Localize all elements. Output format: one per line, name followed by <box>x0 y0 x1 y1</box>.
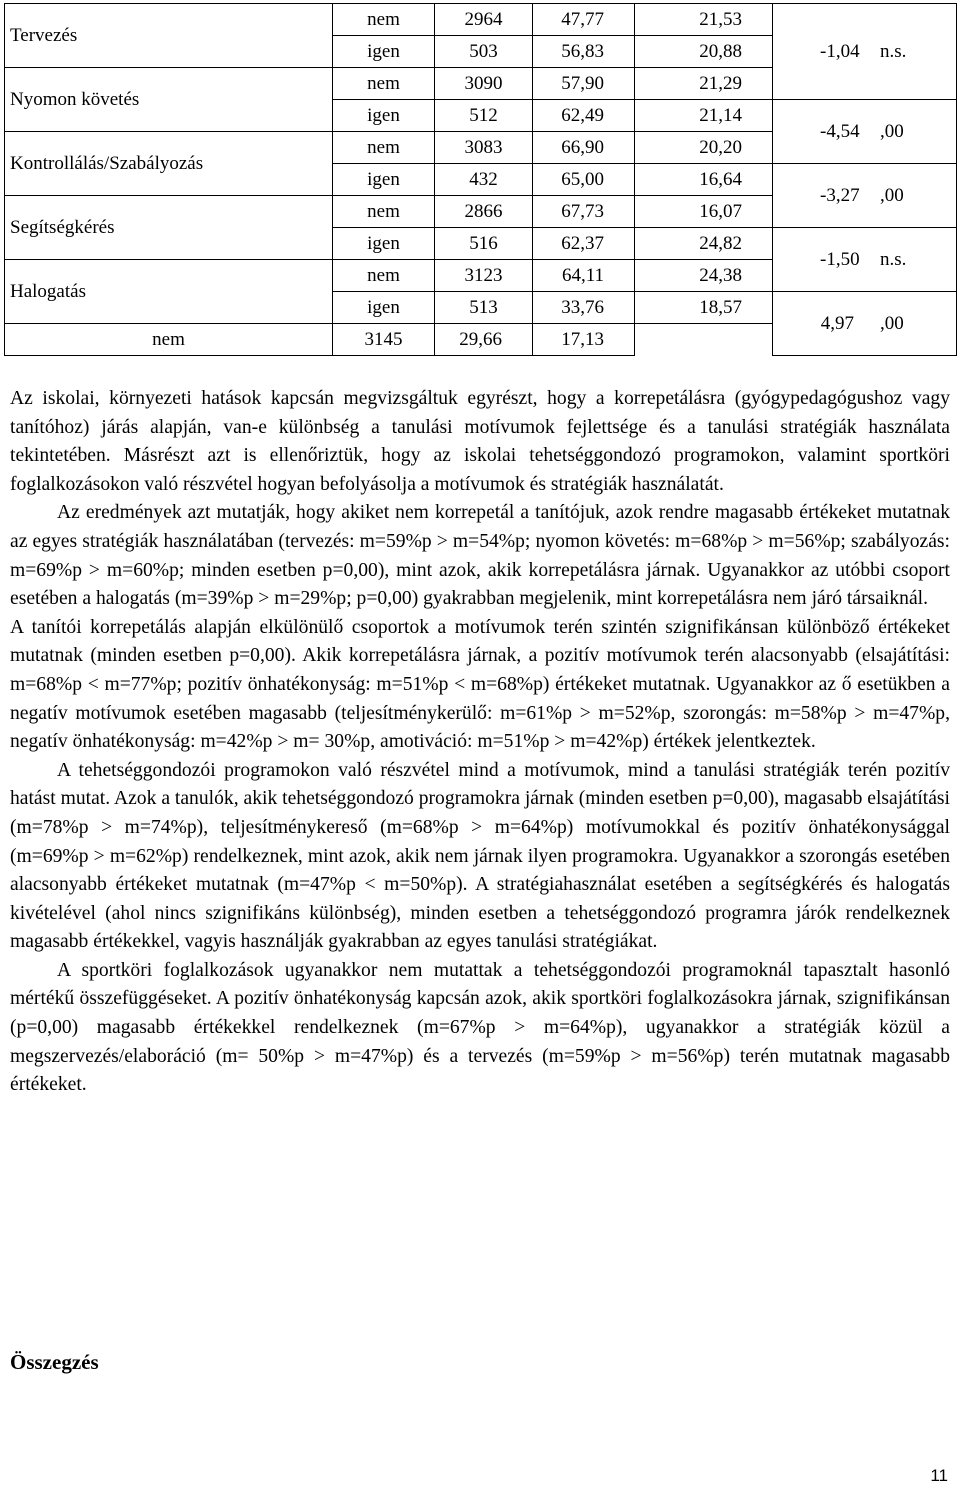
category-cell: Halogatás <box>5 260 333 324</box>
sd-cell: 20,20 <box>635 132 773 164</box>
n-cell: 2964 <box>435 4 533 36</box>
sd-cell: 21,29 <box>635 68 773 100</box>
statistics-table <box>4 3 957 356</box>
n-cell: 516 <box>435 228 533 260</box>
paragraph-talent-programs: A tehetséggondozói programokon való részvétel mind a motívumok, mind a tanulási stratégiák terén pozitív hatást mutat. Azok a tanulók, akik tehetséggondozó programokra járnak (minden esetben p=0,00), magasabb elsajátítási (m=78%p > m=74%p), teljesítménykereső (m=68%p > m=64%p) motívumokkal és pozitív önhatékonysággal (m=69%p > m=62%p) rendelkeznek, mint azok, akik nem járnak ilyen programokra. Ugyanakkor a szorongás esetében alacsonyabb értékeket mutatnak (m=47%p < m=50%p). A stratégiahasználat esetében a segítségkérés és halogatás kivételével (ahol nincs szignifikáns különbség), minden esetben a tehetséggondozó programra járók rendelkeznek magasabb értékekkel, vagyis használják gyakrabban az egyes tanulási stratégiákat. <box>10 759 950 953</box>
n-cell: 503 <box>435 36 533 68</box>
n-cell: 432 <box>435 164 533 196</box>
significance-value: n.s. <box>880 249 907 270</box>
n-cell: 2866 <box>435 196 533 228</box>
t-test-cell <box>773 100 957 164</box>
group-cell: igen <box>333 292 435 324</box>
sd-cell: 16,07 <box>635 196 773 228</box>
group-cell: igen <box>333 36 435 68</box>
group-cell: nem <box>333 68 435 100</box>
paragraph-sports-clubs: A sportköri foglalkozások ugyanakkor nem mutattak a tehetséggondozói programoknál tapasztalt hasonló mértékű összefüggéseket. A pozitív önhatékonyság kapcsán azok, akik sportköri foglalkozásokra járnak, szignifikánsan (p=0,00) magasabb értékekkel rendelkeznek (m=67%p > m=64%p), ugyanakkor a stratégiák közül a megszervezés/elaboráció (m= 50%p > m=47%p) és a tervezés (m=59%p > m=56%p) terén mutatnak magasabb értékeket. <box>10 959 950 1096</box>
group-cell: igen <box>333 100 435 132</box>
mean-cell: 64,11 <box>533 260 635 292</box>
mean-cell: 65,00 <box>533 164 635 196</box>
t-test-cell <box>773 228 957 292</box>
group-cell: nem <box>333 132 435 164</box>
paragraph-results-strategies: Az eredmények azt mutatják, hogy akiket nem korrepetál a tanítójuk, azok rendre magasabb értékeket mutatnak az egyes stratégiák használatában (tervezés: m=59%p > m=54%p; nyomon követés: m=68%p > m=56%p; szabályozás: m=69%p > m=60%p; minden esetben p=0,00), mint azok, akik korrepetálásra járnak. Ugyanakkor az utóbbi csoport esetében a halogatás (m=39%p > m=29%p; p=0,00) gyakrabban megjelenik, mint korrepetálásra nem járó társaiknál. <box>10 502 950 610</box>
mean-cell: 29,66 <box>435 324 533 356</box>
mean-cell: 62,37 <box>533 228 635 260</box>
n-cell: 3090 <box>435 68 533 100</box>
group-cell: nem <box>333 4 435 36</box>
sd-cell: 20,88 <box>635 36 773 68</box>
sd-cell: 21,14 <box>635 100 773 132</box>
category-cell: Nyomon követés <box>5 68 333 132</box>
significance-value: ,00 <box>880 121 904 142</box>
t-test-cell <box>773 292 957 356</box>
sd-cell: 18,57 <box>635 292 773 324</box>
group-cell: nem <box>5 324 333 356</box>
n-cell: 3123 <box>435 260 533 292</box>
significance-value: ,00 <box>880 185 904 206</box>
category-cell: Kontrollálás/Szabályozás <box>5 132 333 196</box>
t-value: -4,54 <box>820 121 860 142</box>
category-cell: Segítségkérés <box>5 196 333 260</box>
t-value: -3,27 <box>820 185 860 206</box>
group-cell: igen <box>333 164 435 196</box>
mean-cell: 62,49 <box>533 100 635 132</box>
mean-cell: 56,83 <box>533 36 635 68</box>
n-cell: 3145 <box>333 324 435 356</box>
t-test-wrapper <box>773 244 956 275</box>
sd-cell: 24,38 <box>635 260 773 292</box>
n-cell: 3083 <box>435 132 533 164</box>
paragraph-intro: Az iskolai, környezeti hatások kapcsán megvizsgáltuk egyrészt, hogy a korrepetálásra (gyógypedagógushoz vagy tanítóhoz) járás alapján, van-e különbség a tanulási motívumok fejlettsége és a tanulási stratégiák használata tekintetében. Másrészt azt is ellenőriztük, hogy az iskolai tehetséggondozó programokon, valamint sportköri foglalkozásokon való részvétel hogyan befolyásolja a motívumok és stratégiák használatát. <box>10 388 950 495</box>
t-value: -1,50 <box>820 249 860 270</box>
category-cell: Tervezés <box>5 4 333 68</box>
mean-cell: 47,77 <box>533 4 635 36</box>
t-test-wrapper <box>773 180 956 211</box>
t-value: -1,04 <box>820 41 860 62</box>
mean-cell: 57,90 <box>533 68 635 100</box>
sd-cell: 21,53 <box>635 4 773 36</box>
t-test-wrapper <box>773 36 956 67</box>
significance-value: n.s. <box>880 41 907 62</box>
mean-cell: 66,90 <box>533 132 635 164</box>
t-test-cell <box>773 164 957 228</box>
summary-heading: Összegzés <box>10 1350 99 1374</box>
significance-value: ,00 <box>880 313 904 334</box>
group-cell: nem <box>333 196 435 228</box>
t-test-wrapper <box>773 308 956 339</box>
body-text <box>10 385 950 1100</box>
sd-cell: 24,82 <box>635 228 773 260</box>
sd-cell: 17,13 <box>533 324 635 356</box>
page-number: 11 <box>930 1466 948 1485</box>
table-row <box>5 4 957 36</box>
group-cell: igen <box>333 228 435 260</box>
sd-cell: 16,64 <box>635 164 773 196</box>
t-value: 4,97 <box>820 313 854 334</box>
t-test-wrapper <box>773 116 956 147</box>
t-test-cell <box>773 4 957 100</box>
mean-cell: 33,76 <box>533 292 635 324</box>
paragraph-results-motives: A tanítói korrepetálás alapján elkülönülő csoportok a motívumok terén szintén szignifikánsan különböző értékeket mutatnak (minden esetben p=0,00). Akik korrepetálásra járnak, a pozitív motívumok terén alacsonyabb (elsajátítási: m=68%p < m=77%p; pozitív önhatékonyság: m=51%p < m=68%p) értékeket mutatnak. Ugyanakkor az ő esetükben a negatív motívumok esetében magasabb (teljesítménykerülő: m=61%p > m=52%p, szorongás: m=58%p > m=47%p, negatív önhatékonyság: m=42%p > m= 30%p, amotiváció: m=51%p > m=42%p) értékek jelentkeztek. <box>10 616 950 753</box>
n-cell: 513 <box>435 292 533 324</box>
group-cell: nem <box>333 260 435 292</box>
n-cell: 512 <box>435 100 533 132</box>
mean-cell: 67,73 <box>533 196 635 228</box>
